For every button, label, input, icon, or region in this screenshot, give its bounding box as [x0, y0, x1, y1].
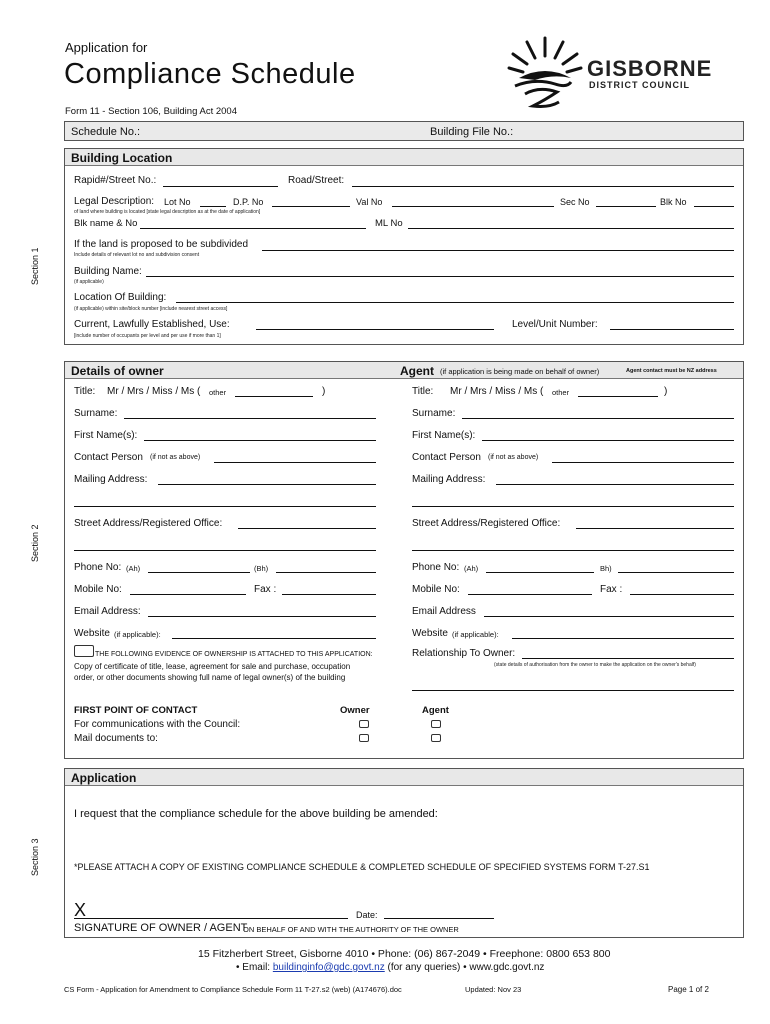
- owner-website-label: Website: [74, 628, 110, 639]
- owner-email-label: Email Address:: [74, 606, 141, 617]
- relationship-input[interactable]: [522, 658, 734, 659]
- relationship-label: Relationship To Owner:: [412, 648, 516, 659]
- lot-no-label: Lot No: [164, 197, 191, 207]
- subdivided-input[interactable]: [262, 250, 734, 251]
- dp-no-label: D.P. No: [233, 197, 264, 207]
- owner-street-label: Street Address/Registered Office:: [74, 518, 223, 529]
- page-title: Compliance Schedule: [64, 58, 356, 90]
- agent-first-names-input[interactable]: [482, 440, 734, 441]
- agent-mailing-input-2[interactable]: [412, 506, 734, 507]
- blk-name-input[interactable]: [140, 228, 366, 229]
- agent-mobile-label: Mobile No:: [412, 584, 460, 595]
- level-unit-input[interactable]: [610, 329, 734, 330]
- date-label: Date:: [356, 910, 378, 920]
- owner-contact-input[interactable]: [214, 462, 376, 463]
- owner-contact-label: Contact Person: [74, 452, 143, 463]
- evidence-line-2: order, or other documents showing full name of legal owner(s) of the building: [74, 673, 346, 682]
- signature-caption: SIGNATURE OF OWNER / AGENT: [74, 922, 248, 934]
- agent-website-input[interactable]: [512, 638, 734, 639]
- agent-title-options[interactable]: Mr / Mrs / Miss / Ms (: [450, 386, 544, 397]
- owner-title-other-input[interactable]: [235, 396, 313, 397]
- agent-contact-label: Contact Person: [412, 452, 481, 463]
- blk-no-input[interactable]: [694, 206, 734, 207]
- building-name-note: (if applicable): [74, 279, 104, 285]
- section-2-label: Section 2: [30, 524, 40, 562]
- agent-ah-label: (Ah): [464, 564, 479, 573]
- evidence-line-1: Copy of certificate of title, lease, agreement for sale and purchase, occupation: [74, 662, 351, 671]
- footer-email-link[interactable]: buildinginfo@gdc.govt.nz: [272, 962, 385, 973]
- signature-x: X: [74, 900, 87, 920]
- owner-first-names-label: First Name(s):: [74, 430, 138, 441]
- relationship-note: (state details of authorisation from the owner to make the application on the owner's behalf): [494, 662, 696, 668]
- location-input[interactable]: [176, 302, 734, 303]
- agent-first-names-label: First Name(s):: [412, 430, 476, 441]
- owner-mobile-label: Mobile No:: [74, 584, 122, 595]
- road-street-label: Road/Street:: [288, 175, 345, 186]
- blk-name-label: Blk name & No: [74, 218, 138, 229]
- council-logo: [505, 34, 735, 114]
- agent-fax-input[interactable]: [630, 594, 734, 595]
- rapid-street-input[interactable]: [163, 186, 278, 187]
- owner-agent-section: [64, 361, 744, 759]
- agent-website-note: (if applicable):: [452, 630, 499, 639]
- footer-email-suffix: (for any queries) • www.gdc.govt.nz: [387, 962, 545, 973]
- agent-title-other-input[interactable]: [578, 396, 658, 397]
- owner-title-label: Title:: [74, 386, 96, 397]
- mail-documents-agent-checkbox[interactable]: [431, 734, 441, 742]
- current-use-note: [include number of occupants per level and per use if more than 1]: [74, 333, 221, 339]
- owner-fax-input[interactable]: [282, 594, 376, 595]
- footer-doc-ref: CS Form - Application for Amendment to Compliance Schedule Form 11 T-27.s2 (web) (A174676).doc: [64, 985, 402, 994]
- road-street-input[interactable]: [352, 186, 734, 187]
- current-use-input[interactable]: [256, 329, 494, 330]
- agent-bh-label: Bh): [600, 564, 612, 573]
- attach-notice: *PLEASE ATTACH A COPY OF EXISTING COMPLIANCE SCHEDULE & COMPLETED SCHEDULE OF SPECIFIED SYSTEMS FORM T-27.S1: [74, 862, 650, 872]
- owner-first-names-input[interactable]: [144, 440, 376, 441]
- agent-phone-bh-input[interactable]: [618, 572, 734, 573]
- agent-column-heading: Agent: [422, 705, 449, 716]
- application-heading: Application: [65, 769, 743, 786]
- owner-website-input[interactable]: [172, 638, 376, 639]
- subdivided-note: Include details of relevant lot no and subdivision consent: [74, 252, 200, 258]
- ml-no-input[interactable]: [408, 228, 734, 229]
- agent-phone-label: Phone No:: [412, 562, 460, 573]
- owner-title-other: other: [209, 388, 227, 397]
- owner-ah-label: (Ah): [126, 564, 141, 573]
- footer-updated: Updated: Nov 23: [465, 985, 522, 994]
- pre-title: Application for: [65, 40, 148, 55]
- owner-surname-input[interactable]: [124, 418, 376, 419]
- owner-bh-label: (Bh): [254, 564, 269, 573]
- form-reference: Form 11 - Section 106, Building Act 2004: [65, 106, 237, 117]
- communications-agent-checkbox[interactable]: [431, 720, 441, 728]
- level-unit-label: Level/Unit Number:: [512, 319, 598, 330]
- footer-email-prefix: • Email:: [236, 962, 271, 973]
- rapid-street-label: Rapid#/Street No.:: [74, 175, 157, 186]
- owner-fax-label: Fax :: [254, 584, 277, 595]
- building-name-label: Building Name:: [74, 266, 142, 277]
- evidence-heading: THE FOLLOWING EVIDENCE OF OWNERSHIP IS ATTACHED TO THIS APPLICATION:: [95, 651, 373, 658]
- communications-owner-checkbox[interactable]: [359, 720, 369, 728]
- owner-heading: Details of owner: [71, 364, 164, 378]
- owner-title-options[interactable]: Mr / Mrs / Miss / Ms (: [107, 386, 201, 397]
- owner-street-input[interactable]: [238, 528, 376, 529]
- first-contact-heading: FIRST POINT OF CONTACT: [74, 705, 198, 716]
- date-input[interactable]: [384, 918, 494, 919]
- agent-mailing-label: Mailing Address:: [412, 474, 486, 485]
- signature-input[interactable]: [74, 918, 348, 919]
- agent-street-label: Street Address/Registered Office:: [412, 518, 561, 529]
- agent-phone-ah-input[interactable]: [486, 572, 594, 573]
- owner-column-heading: Owner: [340, 705, 370, 716]
- application-section: [64, 768, 744, 938]
- communications-label: For communications with the Council:: [74, 719, 241, 730]
- agent-mailing-input[interactable]: [496, 484, 734, 485]
- signature-caption-small: ON BEHALF OF AND WITH THE AUTHORITY OF THE OWNER: [243, 925, 459, 934]
- agent-street-input[interactable]: [576, 528, 734, 529]
- agent-nz-note: Agent contact must be NZ address: [626, 368, 717, 374]
- agent-street-input-2[interactable]: [412, 550, 734, 551]
- sec-no-input[interactable]: [596, 206, 656, 207]
- val-no-label: Val No: [356, 197, 383, 207]
- sec-no-label: Sec No: [560, 197, 590, 207]
- section-3-label: Section 3: [30, 838, 40, 876]
- section-1-label: Section 1: [30, 247, 40, 285]
- building-name-input[interactable]: [146, 276, 734, 277]
- blk-no-label: Blk No: [660, 197, 687, 207]
- val-no-input[interactable]: [392, 206, 554, 207]
- building-location-heading: Building Location: [65, 149, 743, 166]
- legal-description-label: Legal Description:: [74, 196, 155, 207]
- agent-contact-input[interactable]: [552, 462, 734, 463]
- relationship-input-2[interactable]: [412, 690, 734, 691]
- agent-website-label: Website: [412, 628, 448, 639]
- owner-phone-bh-input[interactable]: [276, 572, 376, 573]
- ml-no-label: ML No: [375, 218, 403, 229]
- agent-contact-note: (if not as above): [488, 454, 539, 461]
- agent-title-label: Title:: [412, 386, 434, 397]
- evidence-checkbox[interactable]: [74, 645, 94, 657]
- owner-website-note: (if applicable):: [114, 630, 161, 639]
- agent-fax-label: Fax :: [600, 584, 623, 595]
- schedule-no-label: Schedule No.:: [71, 126, 141, 138]
- dp-no-input[interactable]: [272, 206, 350, 207]
- mail-documents-label: Mail documents to:: [74, 733, 158, 744]
- agent-title-other: other: [552, 388, 570, 397]
- current-use-label: Current, Lawfully Established, Use:: [74, 319, 230, 330]
- owner-phone-label: Phone No:: [74, 562, 122, 573]
- subdivided-label: If the land is proposed to be subdivided: [74, 239, 249, 250]
- owner-surname-label: Surname:: [74, 408, 118, 419]
- agent-title-close: ): [664, 386, 668, 397]
- logo-subtitle: DISTRICT COUNCIL: [589, 80, 690, 90]
- legal-description-note: of land where building is located [state legal description as at the date of application]: [74, 209, 261, 215]
- owner-mailing-input[interactable]: [158, 484, 376, 485]
- owner-title-close: ): [322, 386, 326, 397]
- footer-contact: [236, 962, 544, 973]
- agent-heading: Agent: [400, 364, 434, 378]
- agent-surname-label: Surname:: [412, 408, 456, 419]
- logo-name: GISBORNE: [587, 56, 713, 81]
- agent-email-input[interactable]: [484, 616, 734, 617]
- footer-address: 15 Fitzherbert Street, Gisborne 4010 • Phone: (06) 867-2049 • Freephone: 0800 653 800: [198, 948, 611, 960]
- owner-phone-ah-input[interactable]: [148, 572, 250, 573]
- owner-mobile-input[interactable]: [130, 594, 246, 595]
- request-text: I request that the compliance schedule for the above building be amended:: [74, 808, 438, 820]
- mail-documents-owner-checkbox[interactable]: [359, 734, 369, 742]
- footer-page-number: Page 1 of 2: [668, 985, 709, 994]
- agent-heading-note: (if application is being made on behalf of owner): [440, 367, 600, 376]
- agent-email-label: Email Address: [412, 606, 476, 617]
- owner-street-input-2[interactable]: [74, 550, 376, 551]
- schedule-bar: [64, 121, 744, 141]
- owner-contact-note: (if not as above): [150, 454, 201, 461]
- owner-agent-header: [65, 362, 743, 379]
- owner-mailing-input-2[interactable]: [74, 506, 376, 507]
- owner-email-input[interactable]: [148, 616, 376, 617]
- agent-surname-input[interactable]: [462, 418, 734, 419]
- agent-mobile-input[interactable]: [468, 594, 592, 595]
- location-note: (if applicable) within site/block number [include nearest street access]: [74, 306, 228, 312]
- location-label: Location Of Building:: [74, 292, 167, 303]
- building-file-no-label: Building File No.:: [430, 126, 514, 138]
- sun-wave-icon: [505, 34, 585, 114]
- owner-mailing-label: Mailing Address:: [74, 474, 148, 485]
- lot-no-input[interactable]: [200, 206, 226, 207]
